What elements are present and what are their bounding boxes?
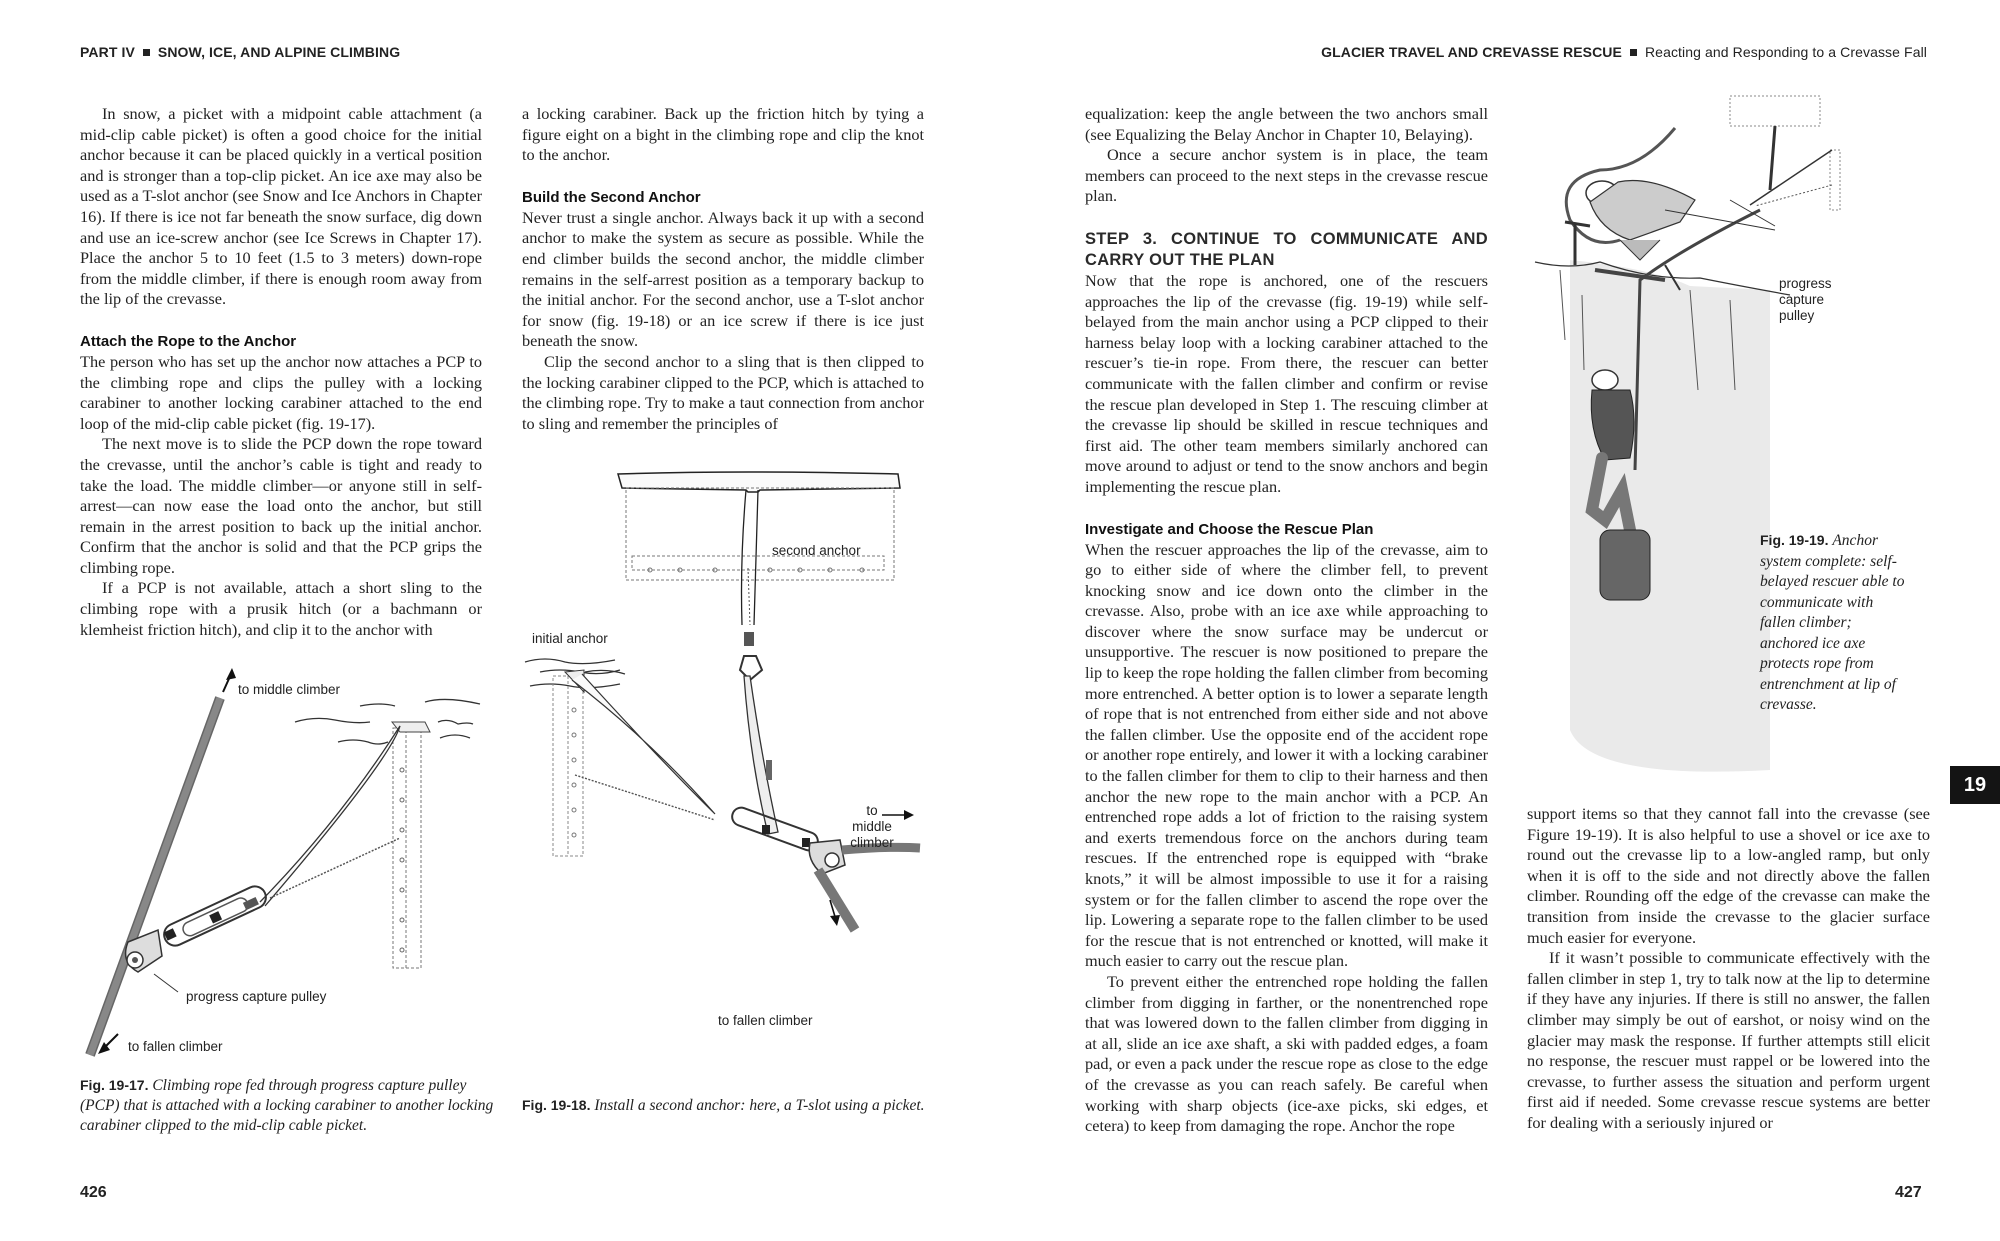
chapter-title: GLACIER TRAVEL AND CREVASSE RESCUE xyxy=(1321,44,1622,60)
right-page-column-1 xyxy=(1085,104,1488,1137)
label-line: progress xyxy=(1779,276,1832,291)
label-to-middle-climber: to middle climber xyxy=(238,682,341,697)
label-line: climber xyxy=(850,835,894,850)
caption-text: Install a second anchor: here, a T-slot using a picket. xyxy=(594,1097,925,1114)
chapter-tab: 19 xyxy=(1950,766,2000,804)
square-bullet-icon xyxy=(143,49,150,56)
section-heading: Attach the Rope to the Anchor xyxy=(80,332,297,350)
right-page-column-2 xyxy=(1527,804,1930,1134)
paragraph: In snow, a picket with a midpoint cable attachment (a mid-clip cable picket) is often a good choice for the initial anchor because it can be placed quickly in a vertical position and is stronger than a top-clip picket. An ice axe may also be used as a T-slot anchor (see Snow and Ice Anchors in Chapter 16). If there is ice not far beneath the snow surface, dig down and use an ice-screw anchor (see Ice Screws in Chapter 17). Place the anchor 5 to 10 feet (1.5 to 3 meters) down-rope from the middle climber, if there is enough room away from the lip of the crevasse. xyxy=(80,104,482,309)
left-page-column-2 xyxy=(522,104,924,434)
label-initial-anchor: initial anchor xyxy=(532,631,608,646)
paragraph: a locking carabiner. Back up the friction hitch by tying a figure eight on a bight in the climbing rope and clip the knot to the anchor. xyxy=(522,104,924,165)
label-to-fallen-climber: to fallen climber xyxy=(128,1039,223,1054)
left-page-column-1 xyxy=(80,104,482,640)
label-second-anchor: second anchor xyxy=(772,543,861,558)
label-line: to xyxy=(866,803,878,818)
paragraph: Never trust a single anchor. Always back it up with a second anchor to make the system as secure as possible. While the end climber builds the second anchor, the middle climber remains in the self-arrest position as a temporary backup to the initial anchor. For the second anchor, use a T-slot anchor for snow (fig. 19-18) or an ice screw if there is ice just beneath the snow. xyxy=(522,207,924,351)
paragraph: Clip the second anchor to a sling that is then clipped to the locking carabiner clipped to the PCP, which is attached to the climbing rope. Try to make a taut connection from anchor to sling and remember the principles of xyxy=(522,351,924,433)
figure-label: Fig. 19-18. xyxy=(522,1097,591,1113)
section-title: Reacting and Responding to a Crevasse Fall xyxy=(1644,44,1927,60)
paragraph: equalization: keep the angle between the two anchors small (see Equalizing the Belay Anchor in Chapter 10, Belaying). xyxy=(1085,104,1488,144)
figure-19-18-illustration xyxy=(510,460,950,1080)
step-heading: STEP 3. CONTINUE TO COMMUNICATE AND CARRY OUT THE PLAN xyxy=(1085,229,1488,269)
running-head-right xyxy=(1321,44,1927,60)
paragraph: Now that the rope is anchored, one of the rescuers approaches the lip of the crevasse (fig. 19-19) while self-belayed from the main anchor using a PCP clipped to their harness belay loop with a locking carabiner attached to the rescuer’s tie-in rope. From there, the rescuer can better communicate with the fallen climber and confirm or revise the rescue plan developed in Step 1. The rescuing climber at the crevasse lip should be skilled in rescue techniques and first aid. The other team members similarly anchored can move around to adjust or tend to the snow anchors and begin implementing the rescue plan. xyxy=(1085,270,1488,496)
figure-label: Fig. 19-19. xyxy=(1760,532,1829,548)
paragraph: Once a secure anchor system is in place, the team members can proceed to the next steps in the crevasse rescue plan. xyxy=(1085,145,1488,206)
label-progress-capture-pulley xyxy=(1779,276,1832,324)
caption-text: Climbing rope fed through progress capture pulley (PCP) that is attached with a locking carabiner to another locking carabiner clipped to the mid-clip cable picket. xyxy=(80,1077,494,1134)
page-number-left: 426 xyxy=(80,1184,107,1201)
running-head-left xyxy=(80,44,400,60)
figure-19-19-caption xyxy=(1760,530,1910,716)
label-line: capture xyxy=(1779,292,1825,307)
section-heading: Build the Second Anchor xyxy=(522,188,701,206)
part-label: PART IV xyxy=(80,44,135,60)
paragraph: If a PCP is not available, attach a short sling to the climbing rope with a prusik hitch (or a bachmann or klemheist friction hitch), and clip it to the anchor with xyxy=(80,578,482,639)
caption-text: Anchor system complete: self-belayed rescuer able to communicate with fallen climber; anchored ice axe protects rope from entrenchment at lip of crevasse. xyxy=(1760,532,1905,713)
paragraph: The person who has set up the anchor now attaches a PCP to the climbing rope and clips the pulley with a locking carabiner to another locking carabiner attached to the end loop of the mid-clip cable picket (fig. 19-17). xyxy=(80,351,482,433)
paragraph: To prevent either the entrenched rope holding the fallen climber from digging in farther, or the nonentrenched rope that was lowered down to the fallen climber from digging in at all, slide an ice axe shaft, a ski with padded edges, a foam pad, or even a pack under the rescue rope as close to the edge of the crevasse as you can reach safely. Be careful when working with sharp objects (ice-axe picks, ski edges, et cetera) to keep from damaging the rope. Anchor the rope xyxy=(1085,971,1488,1136)
page-number-right: 427 xyxy=(1895,1184,1922,1201)
paragraph: When the rescuer approaches the lip of the crevasse, aim to go to either side of where the climber fell, to prevent knocking snow and ice down onto the climber in the crevasse. Also, probe with an ice axe while approaching to discover where the snow surface may be undercut or unsupportive. The rescuer is now positioned to prepare the lip to keep the rope holding the fallen climber from becoming more entrenched. A better option is to lower a separate length of rope that is not entrenched from either side and not above the fallen climber. Use the opposite end of the accident rope or another rope entirely, and lower it with a locking carabiner to the fallen climber for them to clip to their harness and then anchor the new rope to the main anchor with a PCP. An entrenched rope adds a lot of friction to the raising system and exerts tremendous force on the anchors during team rescues. If the entrenched rope is equipped with “brake knots,” it will be almost impossible to use it for a raising system or for the fallen climber to ascend the rope over the lip. Lowering a separate rope to the fallen climber to be used for the rescue that is not entrenched or knotted, will make it much easier to carry out the rescue plan. xyxy=(1085,539,1488,971)
label-to-middle-climber xyxy=(832,803,912,851)
part-title: SNOW, ICE, AND ALPINE CLIMBING xyxy=(157,44,401,60)
figure-19-18-caption xyxy=(522,1095,932,1116)
paragraph: support items so that they cannot fall into the crevasse (see Figure 19-19). It is also helpful to use a shovel or ice axe to round out the crevasse lip to a low-angled ramp, but only when it is off to the side and not directly above the fallen climber. Rounding off the edge of the crevasse can make the transition from inside the crevasse to the glacier surface much easier for everyone. xyxy=(1527,804,1930,947)
paragraph: If it wasn’t possible to communicate effectively with the fallen climber in step 1, try to talk now at the lip to determine if they have any injuries. If there is still no answer, the fallen climber may simply be out of earshot, or noisy wind on the glacier may mask the response. If further attempts still elicit no response, the rescuer must rappel or be lowered into the crevasse, to further assess the situation and perform urgent first aid if needed. Some crevasse rescue systems are better for dealing with a seriously injured or xyxy=(1527,948,1930,1132)
label-line: middle xyxy=(852,819,892,834)
label-line: pulley xyxy=(1779,308,1815,323)
section-heading: Investigate and Choose the Rescue Plan xyxy=(1085,520,1374,538)
figure-19-17-caption xyxy=(80,1075,500,1136)
label-to-fallen-climber: to fallen climber xyxy=(718,1013,813,1028)
figure-label: Fig. 19-17. xyxy=(80,1077,149,1093)
paragraph: The next move is to slide the PCP down the rope toward the crevasse, until the anchor’s cable is tight and ready to take the load. The middle climber—or anyone still in self-arrest—can now ease the load onto the anchor, but still remain in the arrest position to back up the initial anchor. Confirm that the anchor is solid and that the PCP grips the climbing rope. xyxy=(80,434,482,577)
square-bullet-icon xyxy=(1630,49,1637,56)
label-progress-capture-pulley: progress capture pulley xyxy=(186,989,327,1004)
